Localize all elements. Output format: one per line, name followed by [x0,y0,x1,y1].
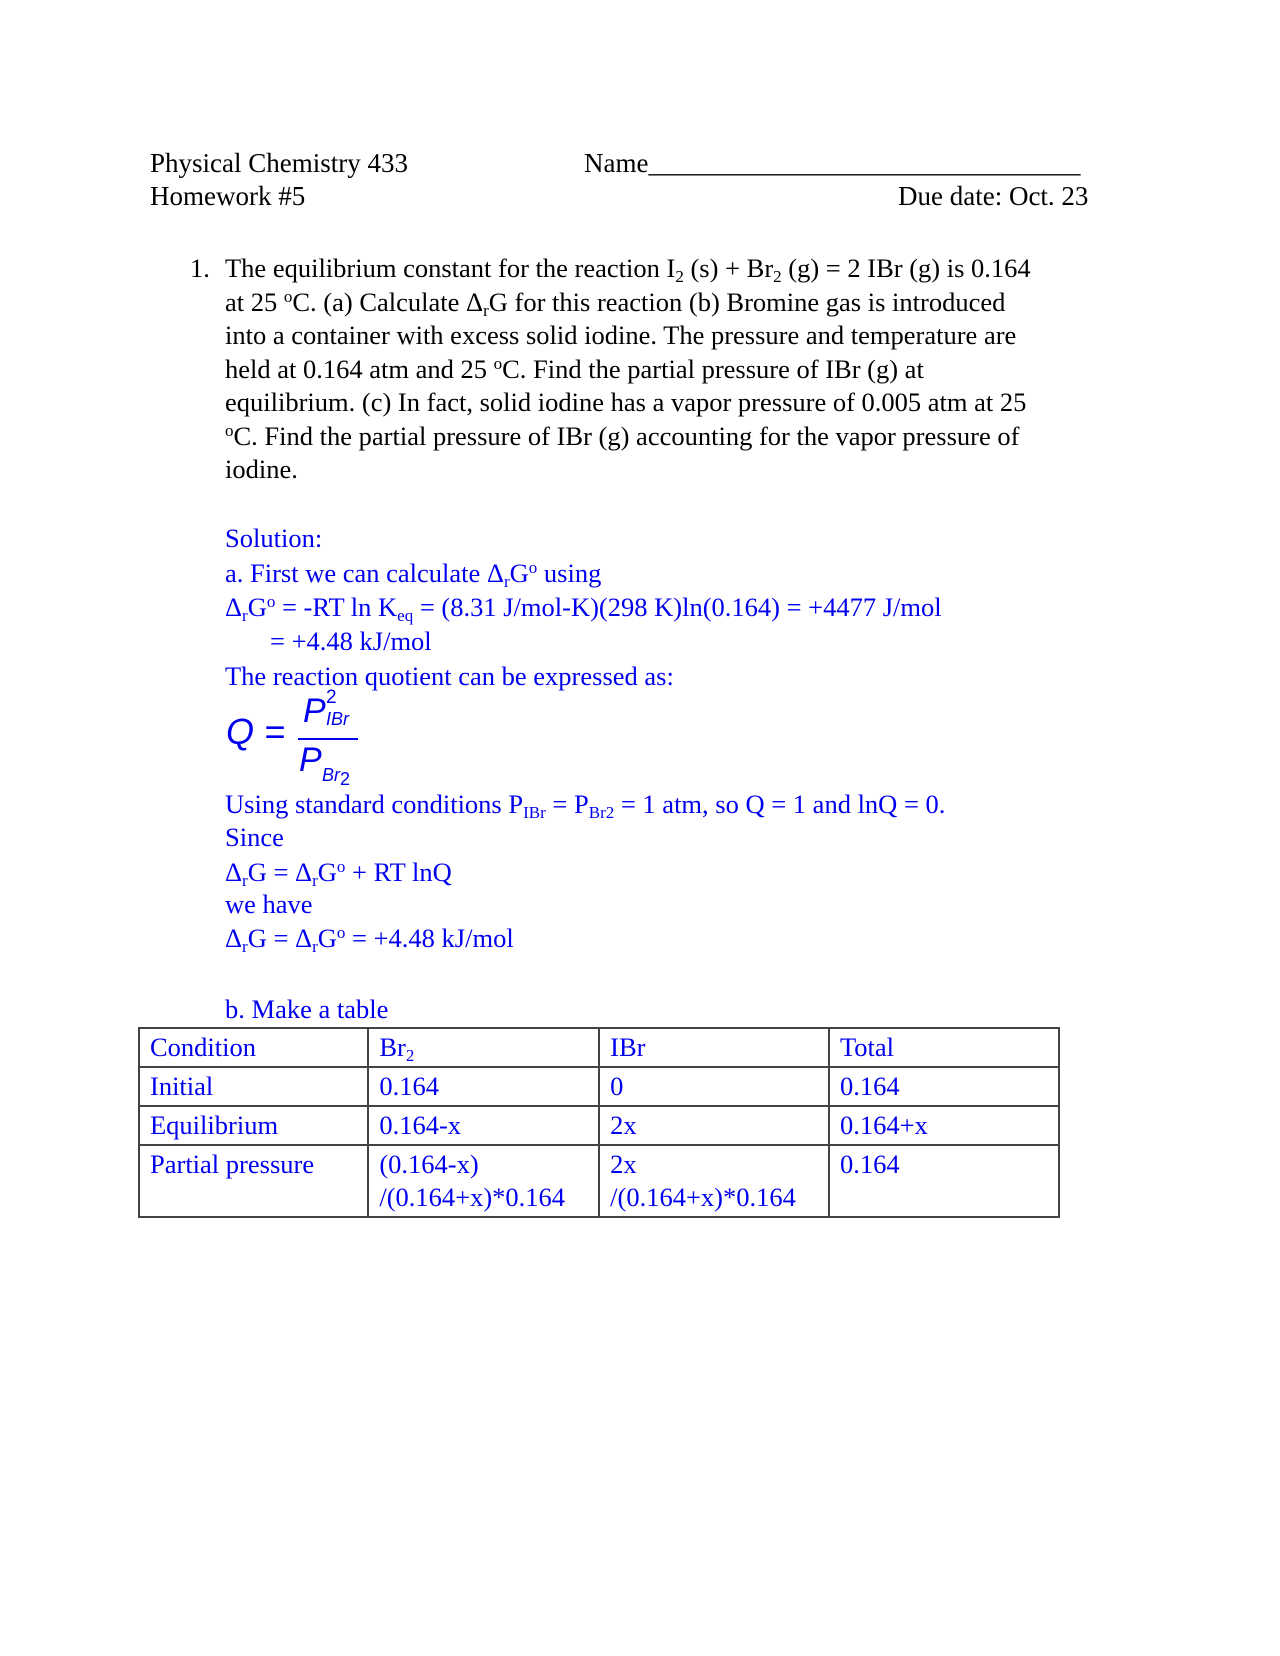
table-cell: Equilibrium [139,1106,368,1145]
question-number: 1. [190,253,210,283]
name-blank-line: ________________________________ [648,148,1081,178]
table-cell: Initial [139,1067,368,1106]
q-denominator: P [299,741,322,779]
table-header-cell: IBr [599,1028,829,1067]
table-row [139,1145,1059,1217]
q-denominator-sub: Br2 [322,765,351,789]
q-numerator-sub: IBr [326,709,350,729]
table-row [139,1067,1059,1106]
standard-conditions: Using standard conditions $P_{IBr} = P_{Br2} = 1$ atm, so Q = 1 and lnQ = 0. [225,789,946,822]
quotient-text: The reaction quotient can be expressed as: [225,661,674,691]
we-have-text: we have [225,889,313,919]
name-label: Name [584,148,649,178]
delta-g-relation: $\Delta_rG = \Delta_rG^o$ + RT lnQ [225,857,452,890]
table-cell: 0.164 [829,1067,1059,1106]
table-cell: 0.164+x [829,1106,1059,1145]
delta-g-equation: $\Delta_rG^o = -RT$ $\ln K_{eq} = (8.31$ J/mol-K)(298 K)ln(0.164) = +4477 J/mol [225,592,942,625]
q-numerator: P [303,692,326,730]
question-line-1: The equilibrium constant for the reaction $I_2$ $(s) + Br_2$ (g) = 2 IBr (g) is 0.164 [225,253,1031,286]
question-line-6: $^o$C. Find the partial pressure of IBr (g) accounting for the vapor pressure of [225,420,1020,451]
since-text: Since [225,822,284,852]
due-date: Due date: Oct. 23 [898,181,1089,211]
question-line-4: held at 0.164 atm and 25 $^o$C. Find the partial pressure of IBr (g) at [225,353,924,384]
table-header-cell: Condition [139,1028,368,1067]
question-line-7: iodine. [225,454,298,484]
table-cell: 2x [599,1106,829,1145]
delta-g-result: $\Delta_rG = \Delta_rG^o = +4.48$ kJ/mol [225,923,514,956]
question-text [225,252,1031,487]
question-line-5: equilibrium. (c) In fact, solid iodine has a vapor pressure of 0.005 atm at 25 [225,387,1027,417]
table-header-row [139,1028,1059,1067]
fraction-bar [298,738,358,740]
table-cell: 0 [599,1067,829,1106]
solution-heading: Solution: [225,523,323,553]
table-cell: 0.164 [829,1145,1059,1217]
name-field [584,148,1080,179]
table-cell: (0.164-x) /(0.164+x)*0.164 [368,1145,599,1217]
delta-g-kj: = +4.48 kJ/mol [270,626,432,656]
part-b-intro: b. Make a table [225,994,389,1024]
question-line-2: at 25 $^o$C. (a) Calculate $\Delta_rG$ for this reaction (b) Bromine gas is introduced [225,286,1006,320]
question-line-3: into a container with excess solid iodine. The pressure and temperature are [225,320,1017,350]
course-title: Physical Chemistry 433 [150,148,408,178]
q-numerator-sup: 2 [326,687,337,708]
table-cell: 2x /(0.164+x)*0.164 [599,1145,829,1217]
homework-number: Homework #5 [150,181,306,211]
table-cell: 0.164 [368,1067,599,1106]
table-cell: 0.164-x [368,1106,599,1145]
table-row [139,1106,1059,1145]
part-a-intro: a. First we can calculate $\Delta_rG^o$ using [225,558,602,591]
q-lhs: Q = [226,711,286,752]
table-cell: Partial pressure [139,1145,368,1217]
table-header-cell: Total [829,1028,1059,1067]
table-header-cell: $Br_2$ [368,1028,599,1067]
ice-table [138,1027,1060,1218]
